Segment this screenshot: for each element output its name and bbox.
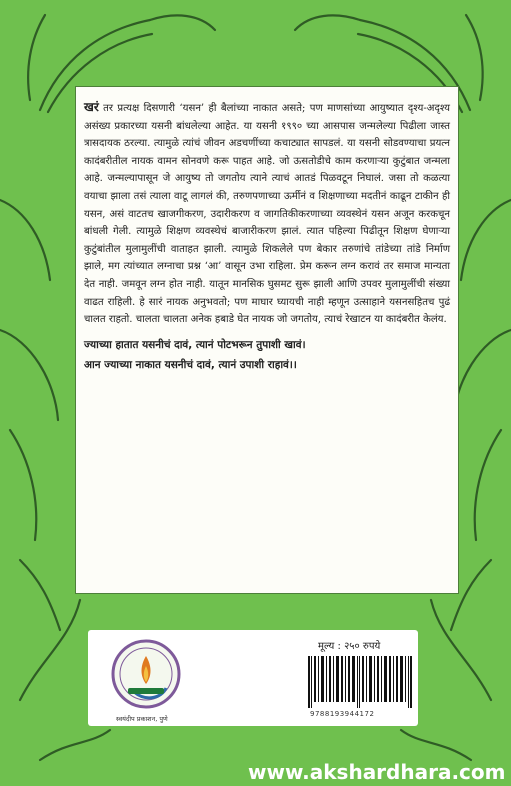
website-watermark: www.akshardhara.com [248,760,506,784]
price-label: मूल्य : २५० रुपये [318,641,381,652]
price-barcode-panel [88,630,418,726]
isbn-number: 9788193944172 [310,710,375,718]
publisher-logo-icon [106,636,192,722]
blurb-box [75,86,459,594]
couplet-line-2: आन ज्याच्या नाकात यसनीचं दावं, त्यानं उपाशी राहावं।। [84,358,297,371]
barcode-icon [308,656,412,708]
couplet [84,335,450,375]
publisher-name: स्वयंदीप प्रकाशन, पुणे [116,715,168,723]
blurb-text [84,99,450,329]
blurb-first-word: खरं [84,100,99,114]
blurb-body: तर प्रत्यक्ष दिसणारी ‘यसन’ ही बैलांच्या नाकात असते; पण माणसांच्या आयुष्यात दृश्य-अदृश्य असंख्य प्रकारच्या यसनी बांधलेल्या आहेत. या यसनी १९९० च्या आसपास जन्मलेल्या पिढीला जास्त त्रासदायक ठरल्या. त्यामुळे त्यांचं जीवन अडचणींच्या कचाट्यात सापडलं. या यसनी सोडवण्याचा प्रयत्न कादंबरीतील नायक वामन सोनवणे करू पाहत आहे. जो ऊसतोडीचे काम करणाऱ्या कुटुंबात जन्मला आहे. जन्मल्यापासून जे आयुष्य तो जगतोय त्याने त्याचं आतडं पिळवटून निघालं. जसा तो कळत्या वयाचा झाला तसं त्याला वाटू लागलं की, तरुणपणाच्या ऊर्मीनं व शिक्षणाच्या मदतीनं काढून टाकीन ही यसन, असं वाटतच खाजगीकरण, उदारीकरण व जागतिकीकरणाच्या व्यवस्थेनं यसन अजून करकचून बांधली गेली. त्यामुळे शिक्षण व्यवस्थेचं बाजारीकरण झालं. त्यात पहिल्या पिढीतून शिक्षण घेणाऱ्या कुटुंबांतील मुलामुलींची वाताहत झाली. त्यामुळे शिकलेले पण बेकार तरुणांचे तांडेच्या तांडे निर्माण झाले, मग त्यांच्यात लग्नाचा प्रश्न ‘आ’ वासून उभा राहिला. प्रेम करून लग्न करावं तर समाज मान्यता देत नाही. जमवून लग्न होत नाही. यातून मानसिक घुसमट सुरू झाली आणि उपवर मुलामुलींची संख्या वाढत राहिली. हे सारं नायक अनुभवतो; पण माघार घ्यायची नाही म्हणून उत्साहाने यसनसहितच पुढं चालत राहतो. चालता चालता अनेक हबाडे घेत नायक जो जगतोय, त्याचं रेखाटन या कादंबरीत केलंय. [84,103,450,326]
couplet-line-1: ज्याच्या हातात यसनीचं दावं, त्यानं पोटभरून तुपाशी खावं। [84,338,306,351]
